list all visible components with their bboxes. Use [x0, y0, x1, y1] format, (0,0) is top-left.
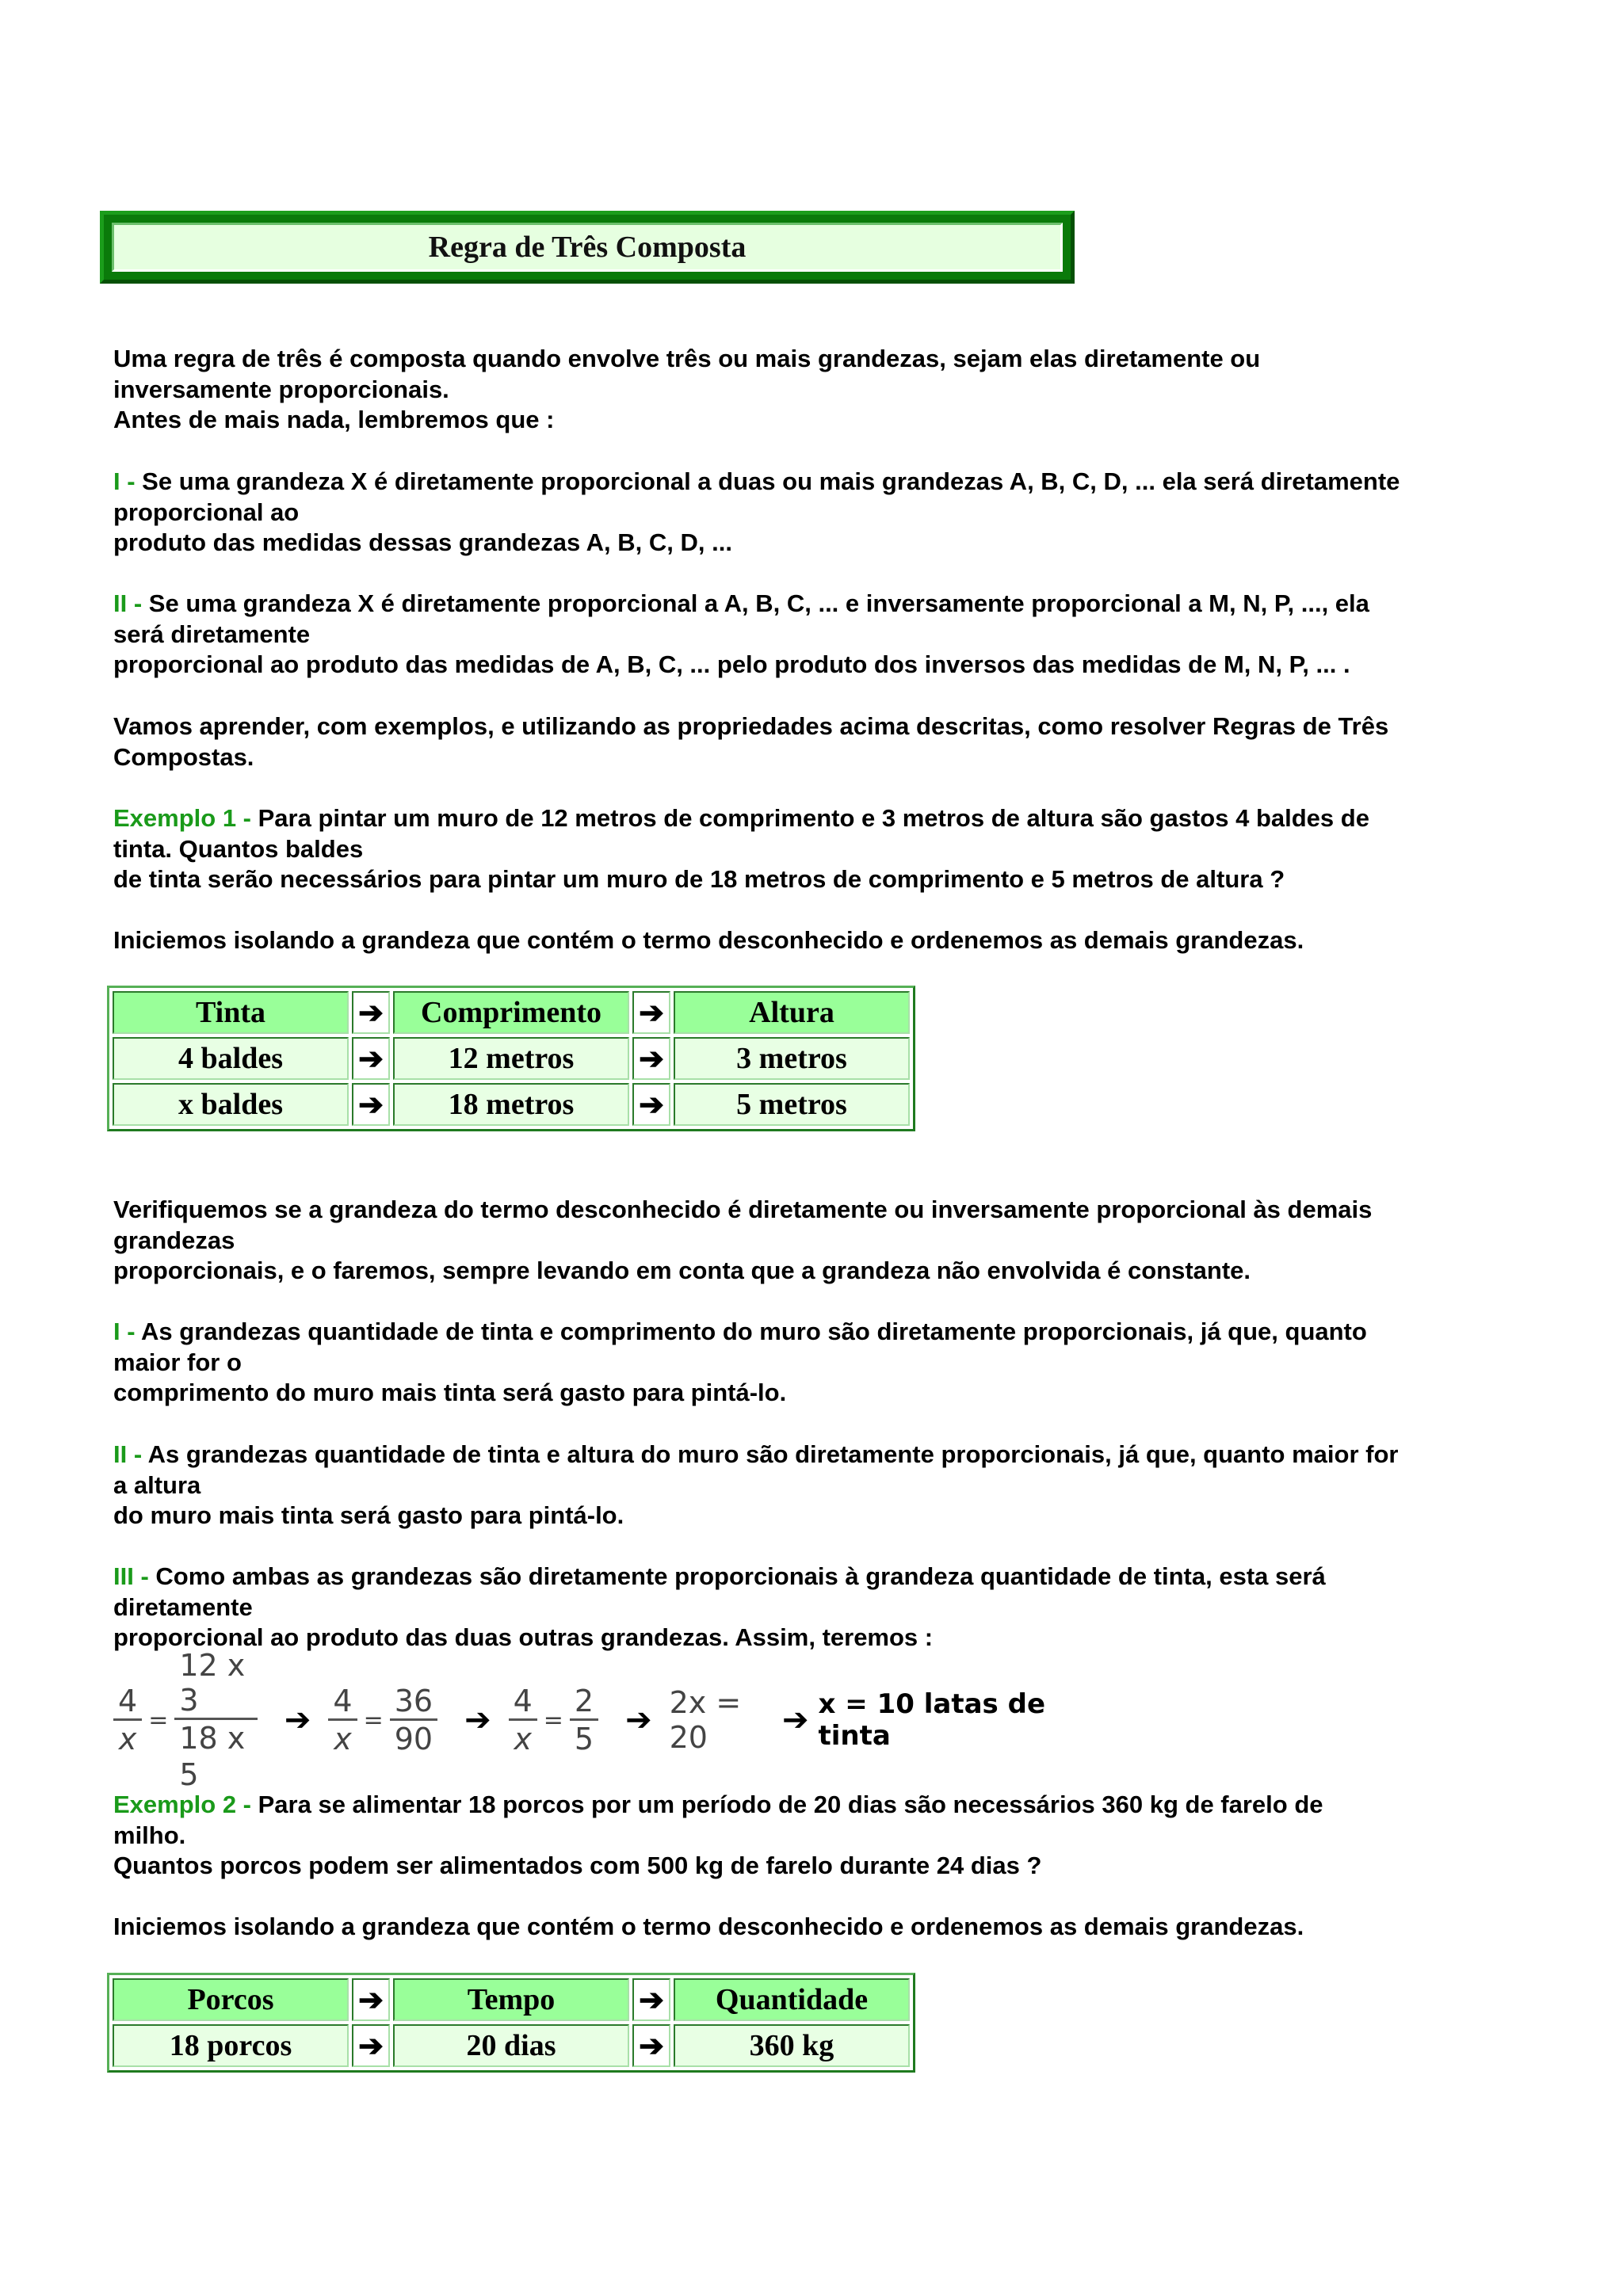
denominator: 90 — [394, 1721, 433, 1756]
example-text: milho. — [113, 1821, 186, 1849]
table-cell: 4 baldes — [113, 1037, 349, 1080]
arrow-icon: ➔ — [284, 1702, 311, 1738]
arrow-icon: ➔ — [632, 1037, 670, 1080]
step-text: a altura — [113, 1470, 201, 1499]
arrow-icon: ➔ — [352, 1978, 390, 2021]
learn-paragraph — [113, 711, 1524, 772]
table-header-cell: Comprimento — [393, 991, 629, 1034]
example-two-isolate — [113, 1912, 1524, 1943]
fraction — [390, 1684, 437, 1757]
intro-line: Uma regra de três é composta quando envolve três ou mais grandezas, sejam elas diretamente ou — [113, 345, 1261, 372]
numerator: 2 — [574, 1683, 594, 1718]
equals-sign: = — [543, 1706, 563, 1734]
example-label: Exemplo 2 - — [113, 1791, 251, 1818]
learn-line: Vamos aprender, com exemplos, e utilizando as propriedades acima descritas, como resolver Regras de Três — [113, 712, 1389, 740]
rule-marker: I - — [113, 467, 136, 495]
step-text: As grandezas quantidade de tinta e altura do muro são diretamente proporcionais, já que, quanto maior for — [142, 1440, 1399, 1468]
example-two-table — [107, 1973, 915, 2073]
example-text: tinta. Quantos baldes — [113, 834, 364, 863]
arrow-icon: ➔ — [352, 991, 390, 1034]
denominator: 5 — [574, 1721, 594, 1756]
denominator: x — [334, 1721, 352, 1756]
numerator: 12 x 3 — [179, 1647, 246, 1718]
step-marker: III - — [113, 1562, 149, 1590]
rule-text: proporcional ao produto das medidas de A, B, C, ... pelo produto dos inversos das medidas de M, N, P, ... . — [113, 650, 1350, 678]
table-header-cell: Tinta — [113, 991, 349, 1034]
arrow-icon: ➔ — [632, 2024, 670, 2067]
table-header-cell: Tempo — [393, 1978, 629, 2021]
verify-line: Verifiquemos se a grandeza do termo desconhecido é diretamente ou inversamente proporcional às demais — [113, 1196, 1373, 1223]
arrow-icon: ➔ — [632, 1978, 670, 2021]
table-cell: 18 metros — [393, 1083, 629, 1126]
numerator: 4 — [118, 1683, 138, 1718]
fraction — [570, 1684, 598, 1757]
fraction — [509, 1684, 537, 1757]
rule-text: Se uma grandeza X é diretamente proporcional a A, B, C, ... e inversamente proporcional a M, N, P, ..., ela — [142, 589, 1369, 617]
table-cell: x baldes — [113, 1083, 349, 1126]
arrow-icon: ➔ — [625, 1702, 652, 1738]
rule-one — [113, 467, 1524, 559]
isolate-text: Iniciemos isolando a grandeza que contém o termo desconhecido e ordenemos as demais grandezas. — [113, 1913, 1304, 1940]
step-one — [113, 1317, 1524, 1409]
verify-paragraph — [113, 1195, 1524, 1287]
rule-text: produto das medidas dessas grandezas A, B, C, D, ... — [113, 528, 732, 556]
numerator: 36 — [394, 1683, 433, 1718]
intro-line: Antes de mais nada, lembremos que : — [113, 406, 555, 433]
equals-sign: = — [148, 1706, 169, 1734]
example-text: de tinta serão necessários para pintar um muro de 18 metros de comprimento e 5 metros de altura ? — [113, 865, 1285, 893]
formula-row — [113, 1647, 1064, 1792]
fraction — [328, 1684, 357, 1757]
fraction — [113, 1684, 142, 1757]
numerator: 4 — [333, 1683, 353, 1718]
rule-text: proporcional ao — [113, 498, 300, 526]
table-cell: 18 porcos — [113, 2024, 349, 2067]
table-cell: 12 metros — [393, 1037, 629, 1080]
learn-line: Compostas. — [113, 742, 254, 771]
table-header-cell: Altura — [674, 991, 910, 1034]
step-text: do muro mais tinta será gasto para pintá-lo. — [113, 1501, 624, 1529]
example-text: Para se alimentar 18 porcos por um período de 20 dias são necessários 360 kg de farelo de — [251, 1791, 1323, 1818]
intro-paragraph — [113, 344, 1524, 436]
step-marker: I - — [113, 1318, 136, 1345]
rule-marker: II - — [113, 589, 143, 617]
verify-line: proporcionais, e o faremos, sempre levando em conta que a grandeza não envolvida é constante. — [113, 1257, 1251, 1284]
arrow-icon: ➔ — [464, 1702, 491, 1738]
table-cell: 3 metros — [674, 1037, 910, 1080]
table-header-cell: Quantidade — [674, 1978, 910, 2021]
equals-sign: = — [363, 1706, 384, 1734]
example-label: Exemplo 1 - — [113, 804, 251, 832]
numerator: 4 — [513, 1683, 533, 1718]
arrow-icon: ➔ — [781, 1702, 809, 1738]
arrow-icon: ➔ — [632, 991, 670, 1034]
step-text: diretamente — [113, 1592, 253, 1621]
example-one-statement — [113, 803, 1524, 895]
arrow-icon: ➔ — [352, 2024, 390, 2067]
table-header-cell: Porcos — [113, 1978, 349, 2021]
arrow-icon: ➔ — [352, 1083, 390, 1126]
arrow-icon: ➔ — [352, 1037, 390, 1080]
rule-text: será diretamente — [113, 620, 311, 648]
example-one-table — [107, 986, 915, 1131]
fraction — [174, 1648, 258, 1793]
table-header-row — [113, 991, 910, 1034]
table-header-row — [113, 1978, 910, 2021]
example-one-isolate — [113, 925, 1524, 956]
rule-text: Se uma grandeza X é diretamente proporcional a duas ou mais grandezas A, B, C, D, ... ela será diretamente — [135, 467, 1400, 495]
equation: 2x = 20 — [669, 1685, 742, 1755]
step-three — [113, 1562, 1524, 1653]
denominator: 18 x 5 — [179, 1720, 246, 1792]
example-text: Quantos porcos podem ser alimentados com 500 kg de farelo durante 24 dias ? — [113, 1852, 1042, 1879]
step-marker: II - — [113, 1440, 143, 1468]
table-row — [113, 1037, 910, 1080]
step-text: As grandezas quantidade de tinta e comprimento do muro são diretamente proporcionais, já que, quanto — [135, 1318, 1367, 1345]
example-two-statement — [113, 1790, 1524, 1882]
isolate-text: Iniciemos isolando a grandeza que contém o termo desconhecido e ordenemos as demais grandezas. — [113, 926, 1304, 954]
table-row — [113, 1083, 910, 1126]
rule-two — [113, 589, 1524, 681]
denominator: x — [514, 1721, 532, 1756]
table-cell: 5 metros — [674, 1083, 910, 1126]
table-row — [113, 2024, 910, 2067]
formula-result: x = 10 latas de tinta — [818, 1688, 1046, 1752]
table-cell: 20 dias — [393, 2024, 629, 2067]
title-banner — [100, 211, 1075, 284]
arrow-icon: ➔ — [632, 1083, 670, 1126]
table-cell: 360 kg — [674, 2024, 910, 2067]
intro-line: inversamente proporcionais. — [113, 375, 449, 403]
page-title: Regra de Três Composta — [112, 223, 1063, 272]
step-text: proporcional ao produto das duas outras grandezas. Assim, teremos : — [113, 1623, 934, 1651]
denominator: x — [118, 1721, 137, 1756]
example-text: Para pintar um muro de 12 metros de comprimento e 3 metros de altura são gastos 4 baldes de — [251, 804, 1369, 832]
step-text: comprimento do muro mais tinta será gasto para pintá-lo. — [113, 1379, 787, 1406]
verify-line: grandezas — [113, 1226, 235, 1254]
step-text: Como ambas as grandezas são diretamente proporcionais à grandeza quantidade de tinta, esta será — [148, 1562, 1326, 1590]
step-text: maior for o — [113, 1348, 242, 1376]
step-two — [113, 1440, 1524, 1531]
